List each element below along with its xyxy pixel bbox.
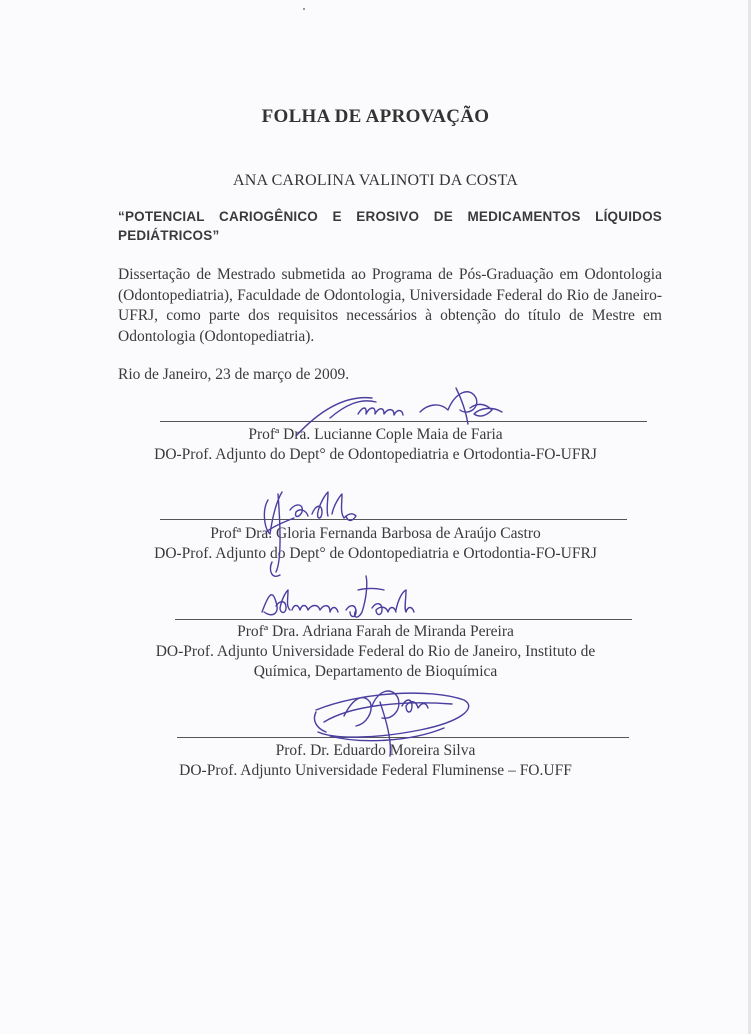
place-date: Rio de Janeiro, 23 de março de 2009.	[118, 366, 350, 383]
examiner-1-affiliation: DO-Prof. Adjunto do Dept° de Odontopediatria e Ortodontia-FO-UFRJ	[154, 446, 597, 463]
page-title: FOLHA DE APROVAÇÃO	[261, 106, 490, 127]
examiner-1-name: Profª Dra. Lucianne Cople Maia de Faria	[248, 426, 503, 443]
author-name: ANA CAROLINA VALINOTI DA COSTA	[232, 172, 519, 189]
signature-line-1	[160, 421, 647, 422]
examiner-3-name: Profª Dra. Adriana Farah de Miranda Pereira	[237, 623, 514, 640]
dissertation-statement: Dissertação de Mestrado submetida ao Programa de Pós-Graduação em Odontologia (Odontopediatria), Faculdade de Odontologia, Universidade Federal do Rio de Janeiro-UFRJ, como parte dos requisitos necessários à obtenção do título de Mestre em Odontologia (Odontopediatria).	[118, 266, 662, 345]
examiner-2-name: Profª Dra. Gloria Fernanda Barbosa de Araújo Castro	[210, 525, 541, 542]
scan-speck	[303, 8, 305, 10]
signature-line-2	[160, 519, 627, 520]
examiner-4-name: Prof. Dr. Eduardo Moreira Silva	[275, 742, 476, 759]
examiner-2-affiliation: DO-Prof. Adjunto do Dept° de Odontopediatria e Ortodontia-FO-UFRJ	[154, 545, 597, 562]
dissertation-title: “POTENCIAL CARIOGÊNICO E EROSIVO DE MEDICAMENTOS LÍQUIDOS PEDIÁTRICOS”	[118, 209, 662, 243]
examiner-3-affiliation-line-2: Química, Departamento de Bioquímica	[253, 663, 498, 680]
signature-line-4	[177, 737, 629, 738]
examiner-4-affiliation: DO-Prof. Adjunto Universidade Federal Fluminense – FO.UFF	[179, 762, 572, 779]
examiner-3-affiliation-line-1: DO-Prof. Adjunto Universidade Federal do Rio de Janeiro, Instituto de	[155, 643, 596, 660]
signature-adriana	[262, 576, 414, 617]
signature-line-3	[175, 619, 632, 620]
